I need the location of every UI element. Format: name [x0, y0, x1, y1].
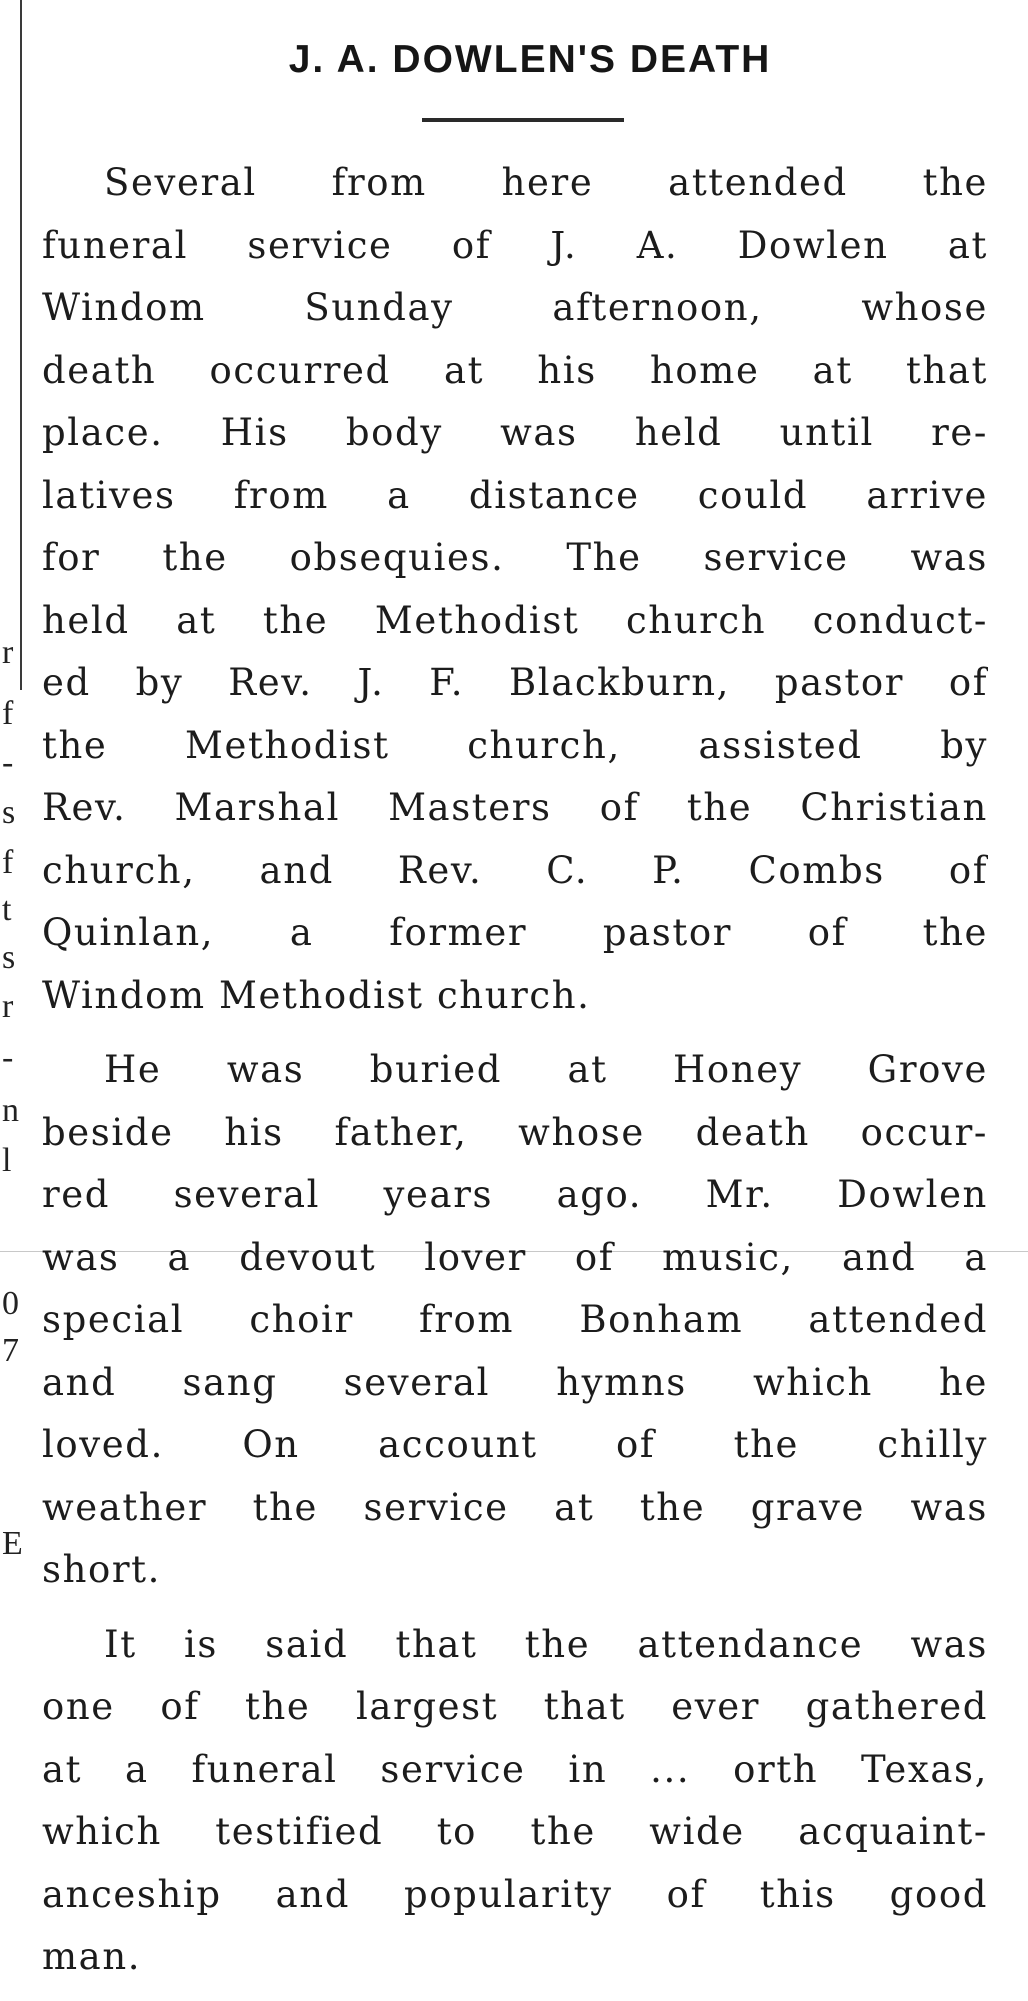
fragment: s [2, 939, 16, 976]
text-line: held at the Methodist church conduct- [42, 598, 988, 642]
text-line: was a devout lover of music, and a [42, 1235, 988, 1279]
text-line: Windom Sunday afternoon, whose [42, 286, 988, 329]
text-line: red several years ago. Mr. Dowlen [42, 1173, 988, 1216]
text-line: short. [42, 1548, 162, 1591]
text-line: latives from a distance could arrive [42, 473, 988, 517]
text-line: death occurred at his home at that [42, 348, 988, 392]
paragraph [42, 152, 988, 1027]
paragraph [42, 1614, 988, 1989]
fragment: l [2, 1142, 12, 1179]
fragment: E [2, 1525, 23, 1562]
fragment: - [2, 744, 14, 781]
fragment: r [2, 988, 14, 1025]
adjacent-column-fragments [0, 0, 26, 2001]
text-line: for the obsequies. The service was [42, 536, 988, 579]
fragment: t [2, 891, 12, 928]
text-line: man. [42, 1935, 142, 1978]
text-line: which testified to the wide acquaint- [42, 1810, 988, 1853]
text-line: Several from here attended the [104, 161, 988, 204]
fragment: n [2, 1092, 19, 1129]
text-line: anceship and popularity of this good [42, 1872, 988, 1916]
fragment: r [2, 634, 14, 671]
text-line: Quinlan, a former pastor of the [42, 911, 988, 954]
article-body [42, 152, 988, 1989]
text-line: place. His body was held until re- [42, 411, 988, 454]
fragment: 0 [2, 1285, 19, 1322]
text-line: funeral service of J. A. Dowlen at [42, 223, 988, 267]
text-line: beside his father, whose death occur- [42, 1110, 988, 1154]
text-line: Rev. Marshal Masters of the Christian [42, 786, 988, 829]
headline: J. A. DOWLEN'S DEATH [288, 38, 772, 81]
text-line: and sang several hymns which he [42, 1360, 988, 1404]
headline-rule [422, 118, 624, 122]
paragraph [42, 1039, 988, 1602]
text-line: one of the largest that ever gathered [42, 1685, 988, 1728]
fragment: f [2, 695, 14, 732]
text-line: church, and Rev. C. P. Combs of [42, 848, 988, 892]
text-line: ed by Rev. J. F. Blackburn, pastor of [42, 661, 988, 704]
text-line: special choir from Bonham attended [42, 1298, 988, 1341]
fragment: s [2, 794, 16, 831]
fragment: - [2, 1039, 14, 1076]
text-line: It is said that the attendance was [104, 1622, 988, 1666]
fragment: 7 [2, 1332, 19, 1369]
text-line: the Methodist church, assisted by [42, 723, 988, 767]
text-line: loved. On account of the chilly [42, 1423, 988, 1466]
text-line: He was buried at Honey Grove [104, 1048, 988, 1091]
text-line: weather the service at the grave was [42, 1485, 988, 1529]
fragment: f [2, 844, 14, 881]
text-line: Windom Methodist church. [42, 973, 591, 1017]
text-line: at a funeral service in ... orth Texas, [42, 1747, 988, 1791]
